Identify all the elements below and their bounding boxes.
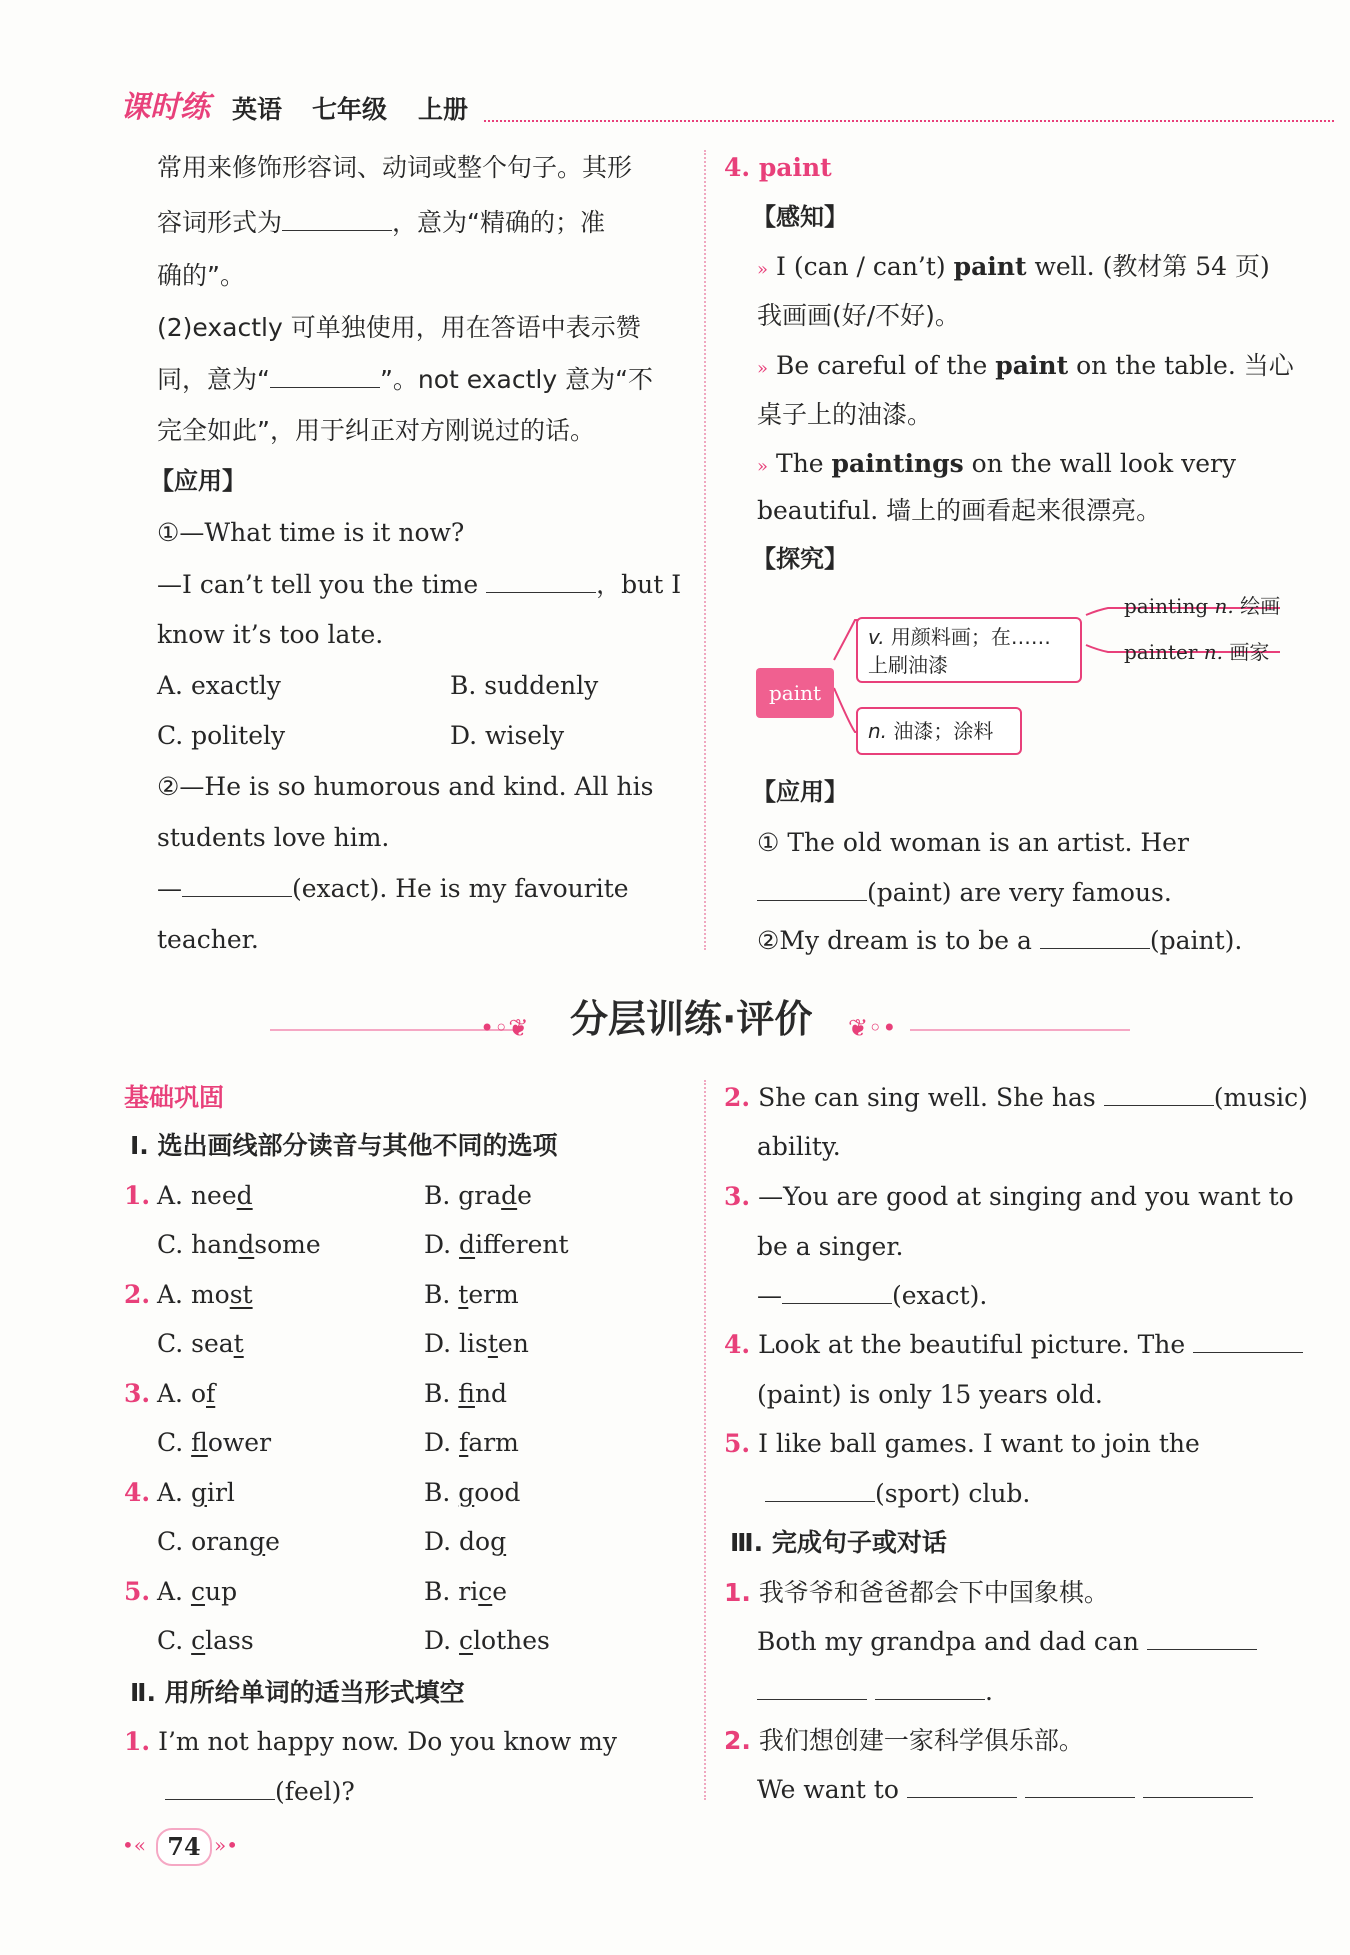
mindmap-derivative-painter: painter n. 画家 — [1124, 640, 1270, 664]
answer-blank[interactable] — [875, 1679, 985, 1700]
answer-blank[interactable] — [486, 572, 596, 593]
question-line: (paint) is only 15 years old. — [757, 1380, 1103, 1409]
example-sentence: » I (can / can’t) paint well. (教材第 54 页) — [757, 252, 1270, 281]
arrow-icon: » — [757, 259, 769, 280]
text-line: 确的”。 — [157, 261, 245, 290]
example-translation: 桌子上的油漆。 — [757, 400, 933, 429]
question-line: We want to — [757, 1777, 1253, 1802]
question-number: 1. — [124, 1181, 151, 1210]
page-number-ornament-right-icon: »• — [214, 1833, 239, 1857]
section-title: 分层训练·评价 — [570, 997, 813, 1041]
part3-heading: Ⅲ. 完成句子或对话 — [730, 1528, 947, 1557]
answer-blank[interactable] — [182, 876, 292, 897]
basic-heading: 基础巩固 — [124, 1083, 225, 1112]
header-rule — [484, 120, 1334, 122]
example-sentence: » The paintings on the wall look very — [757, 449, 1237, 478]
question-number: 2. — [124, 1280, 151, 1309]
question-number: 3. — [124, 1379, 151, 1408]
answer-blank[interactable] — [757, 1679, 867, 1700]
text-line: (2)exactly 可单独使用，用在答语中表示赞 — [157, 313, 641, 342]
example-translation: beautiful. 墙上的画看起来很漂亮。 — [757, 496, 1162, 525]
text-line: 容词形式为 ，意为“精确的；准 — [157, 208, 605, 237]
text-line: 同，意为“ ”。not exactly 意为“不 — [157, 365, 654, 394]
example-translation: 我画画(好/不好)。 — [757, 301, 960, 330]
text-line: 常用来修饰形容词、动词或整个句子。其形 — [157, 153, 633, 182]
answer-blank[interactable] — [757, 880, 867, 901]
page-number: 74 — [156, 1828, 212, 1866]
answer-blank[interactable] — [1193, 1332, 1303, 1353]
option-a[interactable]: A. most — [157, 1280, 253, 1309]
arrow-icon: » — [757, 456, 769, 477]
option-b[interactable]: B. good — [424, 1478, 521, 1507]
answer-blank[interactable] — [1147, 1629, 1257, 1650]
option-b[interactable]: B. rice — [424, 1577, 508, 1606]
option-c[interactable]: C. handsome — [157, 1230, 321, 1259]
option-d[interactable]: D. listen — [424, 1329, 529, 1358]
option-b[interactable]: B. term — [424, 1280, 519, 1309]
header-subject: 英语 — [232, 95, 283, 124]
option-b[interactable]: B. find — [424, 1379, 508, 1408]
page-number-ornament-left-icon: •« — [122, 1833, 147, 1857]
question-line: ability. — [757, 1132, 841, 1161]
question-line: 3. —You are good at singing and you want to — [724, 1182, 1294, 1211]
question-line: 4. Look at the beautiful picture. The — [724, 1332, 1303, 1357]
part2-heading: Ⅱ. 用所给单词的适当形式填空 — [130, 1678, 465, 1707]
question-line: 5. I like ball games. I want to join the — [724, 1429, 1200, 1458]
option-d[interactable]: D. wisely — [450, 721, 565, 750]
question-line: 2. She can sing well. She has (music) — [724, 1083, 1308, 1112]
answer-blank[interactable] — [282, 210, 392, 231]
option-a[interactable]: A. exactly — [157, 671, 281, 700]
answer-blank[interactable] — [165, 1779, 275, 1800]
option-c[interactable]: C. flower — [157, 1428, 272, 1457]
mindmap-center: paint — [756, 668, 834, 718]
part1-heading: Ⅰ. 选出画线部分读音与其他不同的选项 — [130, 1131, 558, 1160]
answer-blank[interactable] — [1040, 928, 1150, 949]
question-line: Both my grandpa and dad can — [757, 1629, 1257, 1654]
option-d[interactable]: D. different — [424, 1230, 569, 1259]
question-line: — (exact). — [757, 1281, 988, 1310]
option-c[interactable]: C. seat — [157, 1329, 244, 1358]
banner-rule-right — [910, 1029, 1130, 1031]
question-line: ① The old woman is an artist. Her — [757, 828, 1189, 857]
question-line: students love him. — [157, 823, 390, 852]
question-line: ①—What time is it now? — [157, 518, 465, 547]
answer-blank[interactable] — [1104, 1085, 1214, 1106]
option-a[interactable]: A. of — [157, 1379, 216, 1408]
mindmap-noun-box: n. 油漆；涂料 — [856, 707, 1022, 755]
answer-blank[interactable] — [782, 1283, 892, 1304]
apply-heading: 【应用】 — [150, 467, 246, 495]
option-b[interactable]: B. suddenly — [450, 671, 599, 700]
question-number: 4. — [124, 1478, 151, 1507]
column-divider-top — [704, 150, 706, 950]
question-line: —I can’t tell you the time ，but I — [157, 570, 682, 599]
question-line: (paint) are very famous. — [757, 880, 1172, 905]
option-a[interactable]: A. need — [157, 1181, 253, 1210]
question-number: 5. — [124, 1577, 151, 1606]
answer-blank[interactable] — [765, 1481, 875, 1502]
header-grade: 七年级 — [312, 95, 388, 124]
question-line: 2. 我们想创建一家科学俱乐部。 — [724, 1726, 1084, 1755]
perceive-heading: 【感知】 — [752, 203, 848, 231]
question-line: (feel)? — [165, 1779, 355, 1804]
vocab-heading: 4. paint — [724, 153, 832, 182]
answer-blank[interactable] — [270, 367, 380, 388]
question-line: 1. 我爷爷和爸爸都会下中国象棋。 — [724, 1578, 1109, 1607]
answer-blank[interactable] — [1025, 1777, 1135, 1798]
option-c[interactable]: C. politely — [157, 721, 286, 750]
option-d[interactable]: D. farm — [424, 1428, 519, 1457]
answer-blank[interactable] — [1143, 1777, 1253, 1798]
question-line: . — [757, 1679, 993, 1704]
question-line: (sport) club. — [765, 1481, 1030, 1506]
flourish-right-icon: ❦◦• — [848, 1014, 897, 1042]
option-d[interactable]: D. clothes — [424, 1626, 550, 1655]
mindmap-derivative-painting: painting n. 绘画 — [1124, 594, 1281, 618]
question-line: be a singer. — [757, 1232, 904, 1261]
question-line: teacher. — [157, 925, 259, 954]
column-divider-bottom — [704, 1080, 706, 1800]
question-line: know it’s too late. — [157, 620, 384, 649]
arrow-icon: » — [757, 358, 769, 379]
option-b[interactable]: B. grade — [424, 1181, 532, 1210]
question-line: ②—He is so humorous and kind. All his — [157, 772, 654, 801]
question-line: 1. I’m not happy now. Do you know my — [124, 1727, 617, 1756]
question-line: ②My dream is to be a (paint). — [757, 926, 1243, 955]
brand-logo: 课时练 — [120, 90, 210, 125]
option-a[interactable]: A. cup — [157, 1577, 238, 1606]
question-line: — (exact). He is my favourite — [157, 874, 629, 903]
header-volume: 上册 — [418, 95, 469, 124]
option-d[interactable]: D. dog — [424, 1527, 507, 1556]
option-c[interactable]: C. class — [157, 1626, 254, 1655]
apply-heading: 【应用】 — [752, 778, 848, 806]
example-sentence: » Be careful of the paint on the table. 当心 — [757, 351, 1294, 380]
flourish-left-icon: •◦❦ — [480, 1014, 529, 1042]
explore-heading: 【探究】 — [752, 545, 848, 573]
mindmap-verb-box: v. 用颜料画；在…… 上刷油漆 — [856, 617, 1082, 683]
answer-blank[interactable] — [907, 1777, 1017, 1798]
option-a[interactable]: A. girl — [157, 1478, 235, 1507]
text-line: 完全如此”，用于纠正对方刚说过的话。 — [157, 416, 595, 445]
option-c[interactable]: C. orange — [157, 1527, 280, 1556]
